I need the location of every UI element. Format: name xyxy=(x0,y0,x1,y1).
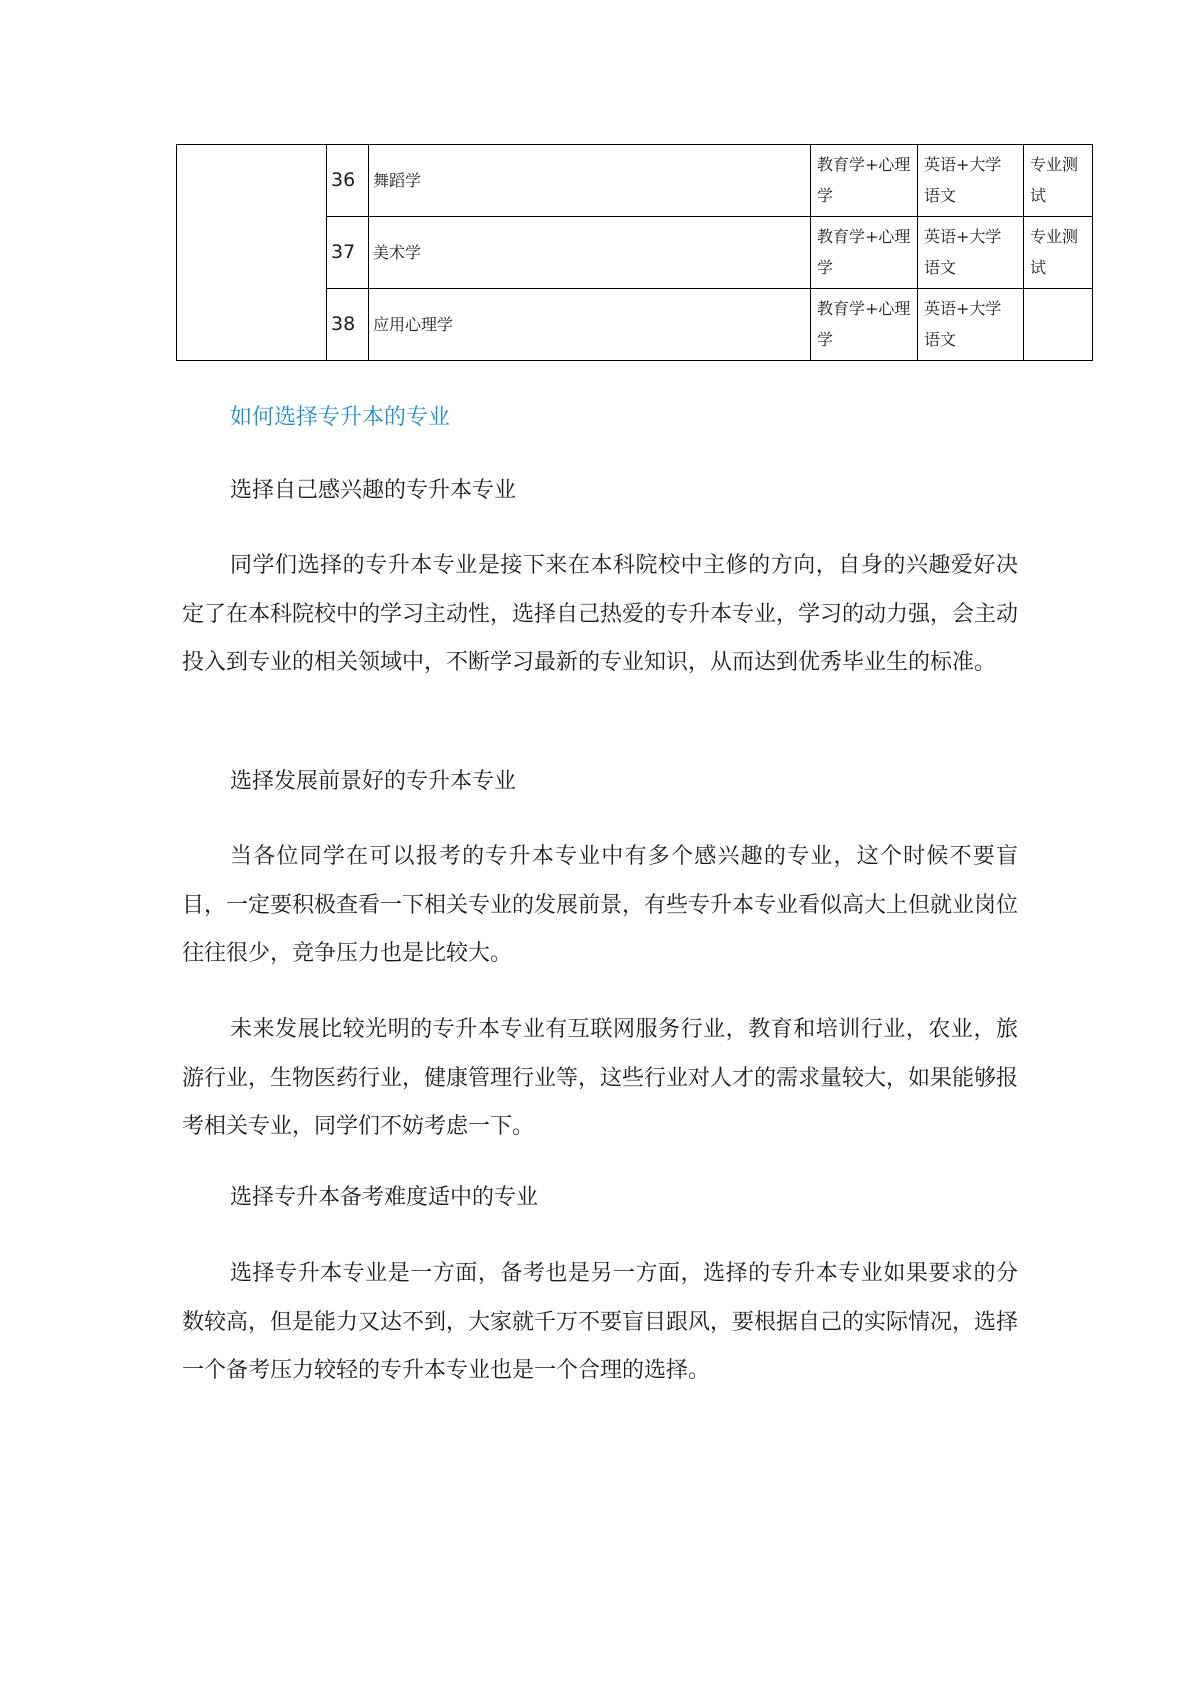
exam-extra: 专业测试 xyxy=(1024,145,1093,217)
major-name: 应用心理学 xyxy=(369,289,811,361)
exam-subject-professional: 教育学+心理学 xyxy=(811,145,918,217)
exam-subject-public: 英语+大学语文 xyxy=(918,145,1024,217)
major-name: 美术学 xyxy=(369,217,811,289)
major-name: 舞蹈学 xyxy=(369,145,811,217)
major-number: 38 xyxy=(327,289,369,361)
paragraph-difficulty: 选择专升本专业是一方面，备考也是另一方面，选择的专升本专业如果要求的分数较高，但是能力又达不到，大家就千万不要盲目跟风，要根据自己的实际情况，选择一个备考压力较轻的专升本专业也是一个合理的选择。 xyxy=(182,1261,1019,1383)
heading-interest: 选择自己感兴趣的专升本专业 xyxy=(230,478,517,503)
heading-prospects: 选择发展前景好的专升本专业 xyxy=(230,769,517,794)
paragraph-prospects: 当各位同学在可以报考的专升本专业中有多个感兴趣的专业，这个时候不要盲目，一定要积极查看一下相关专业的发展前景，有些专升本专业看似高大上但就业岗位往往很少，竞争压力也是比较大。 xyxy=(182,844,1019,966)
exam-extra xyxy=(1024,289,1093,361)
exam-subject-professional: 教育学+心理学 xyxy=(811,289,918,361)
paragraph-interest: 同学们选择的专升本专业是接下来在本科院校中主修的方向，自身的兴趣爱好决定了在本科院校中的学习主动性，选择自己热爱的专升本专业，学习的动力强，会主动投入到专业的相关领域中，不断学习最新的专业知识，从而达到优秀毕业生的标准。 xyxy=(182,553,1019,675)
exam-extra: 专业测试 xyxy=(1024,217,1093,289)
heading-difficulty: 选择专升本备考难度适中的专业 xyxy=(230,1185,539,1210)
exam-subject-public: 英语+大学语文 xyxy=(918,289,1024,361)
exam-subject-professional: 教育学+心理学 xyxy=(811,217,918,289)
major-number: 37 xyxy=(327,217,369,289)
exam-subject-public: 英语+大学语文 xyxy=(918,217,1024,289)
major-number: 36 xyxy=(327,145,369,217)
majors-table xyxy=(176,144,1093,361)
category-cell xyxy=(177,145,327,361)
section-title-link[interactable]: 如何选择专升本的专业 xyxy=(230,405,451,430)
table-row xyxy=(177,145,1093,217)
paragraph-industries: 未来发展比较光明的专升本专业有互联网服务行业，教育和培训行业，农业，旅游行业，生物医药行业，健康管理行业等，这些行业对人才的需求量较大，如果能够报考相关专业，同学们不妨考虑一下。 xyxy=(182,1017,1019,1139)
